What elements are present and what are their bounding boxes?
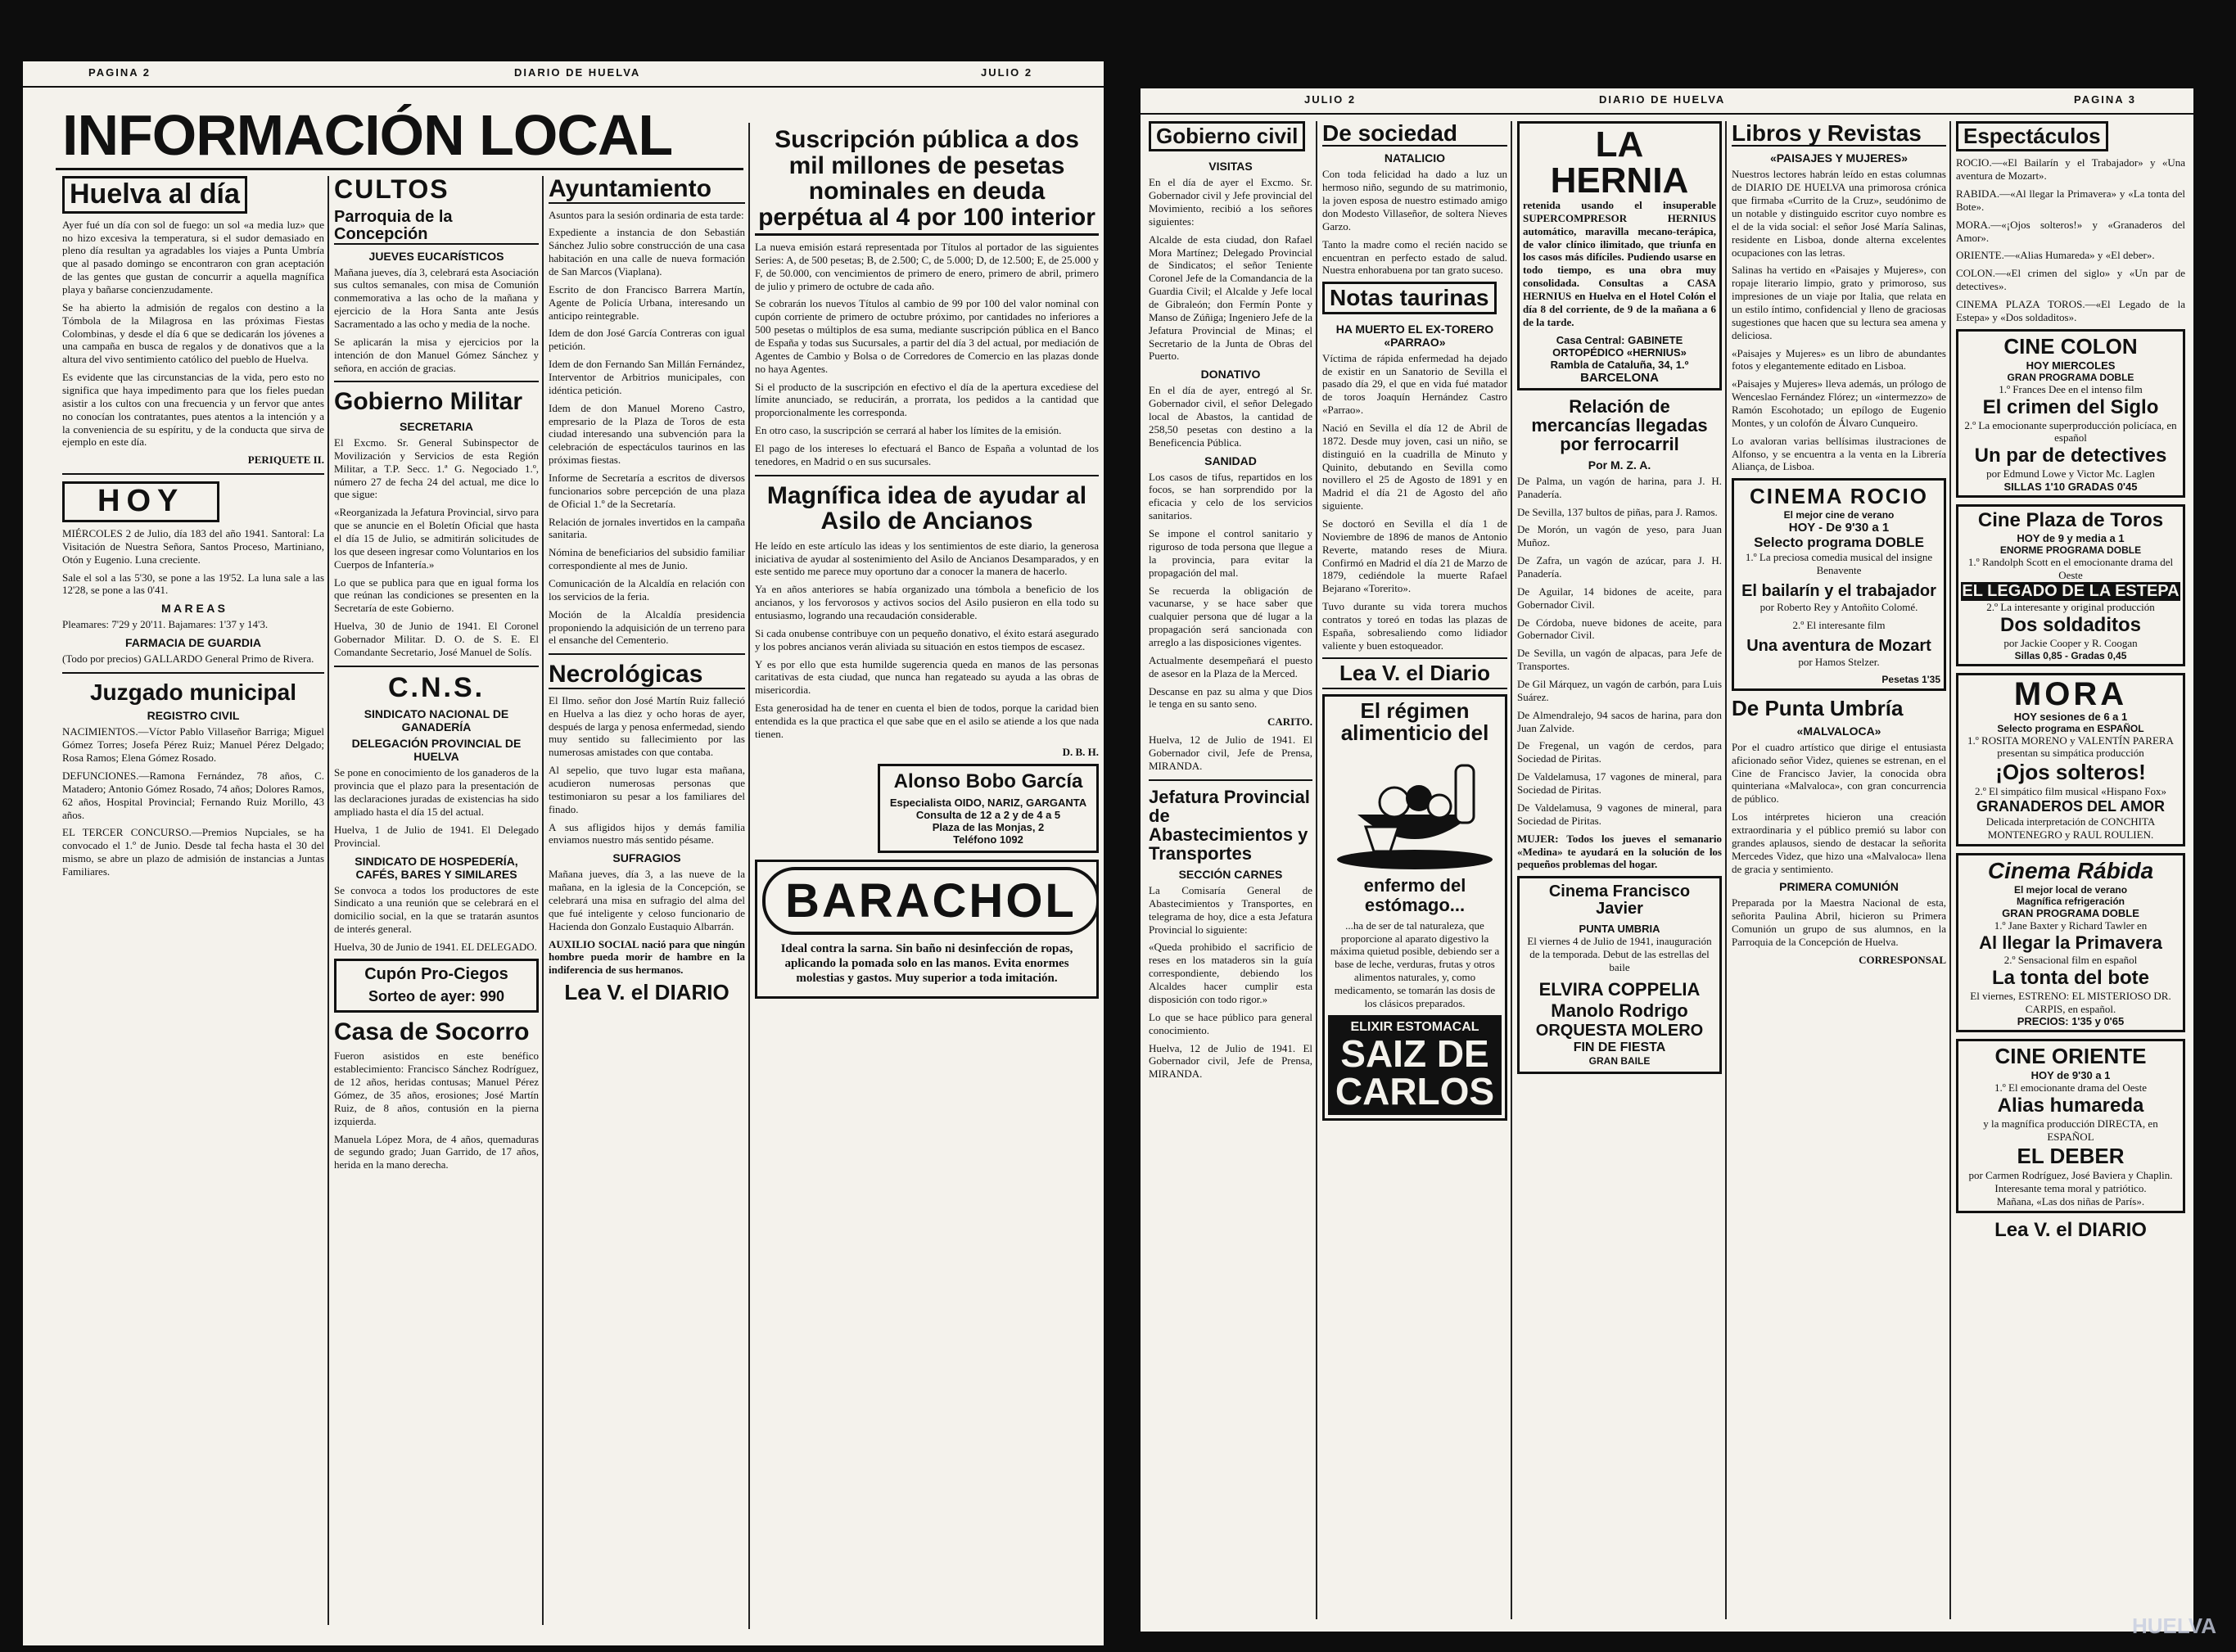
gc-p8: Huelva, 12 de Julio de 1941. El Gobernador civil, Jefe de Prensa, MIRANDA. [1149,733,1312,772]
libros-p2: Salinas ha vertido en «Paisajes y Mujeres», con ropaje literario limpio, grato y primoroso, sus impresiones de un viaje por Italia, que relata en un estilo íntimo, confidencial y lleno de graciosas sugestiones que hacen que su lectura sea amena y deliciosa. [1732,264,1946,341]
ayto-p5: Idem de don Fernando San Millán Fernández, Interventor de Arbitrios municipales, con idéntica petición. [549,358,745,396]
esp-p4: ORIENTE.—«Alias Humareda» y «El deber». [1956,249,2155,262]
gm-p1: El Excmo. Sr. General Subinspector de Movilización y Servicios de esta Región Militar, a T.P. Secc. 1.ª G. Negociado 1.º, número 27 de fecha 24 del actual, me dice lo que sigue: [334,436,539,501]
divider [1149,779,1312,781]
ayto-p3: Escrito de don Francisco Barrera Martín, Agente de Policía Urbana, interesando un anticipo reintegrable. [549,282,745,322]
column-rule [327,176,329,1625]
cns-title: C.N.S. [387,671,486,703]
farmacia-title: FARMACIA DE GUARDIA [125,636,261,650]
alonso-ad [878,764,1099,853]
rabida-l3: El viernes, ESTRENO: EL MISTERIOSO DR. CARPIS, en español. [1970,989,2171,1015]
ayto-p10: Comunicación de la Alcaldía en relación con los servicios de la feria. [549,576,745,603]
colon-prog: GRAN PROGRAMA DOBLE [2007,371,2134,383]
cinema-fj-name2: Manolo Rodrigo [1551,1000,1688,1021]
cinema-fj-fin: FIN DE FIESTA [1573,1040,1666,1054]
notas-head: HA MUERTO EL EX-TORERO «PARRAO» [1335,322,1494,349]
gc-p1: En el día de ayer el Excmo. Sr. Gobernador civil y Jefe provincial del Movimiento, recibió a los señores siguientes: [1149,176,1312,228]
alonso-address: Plaza de las Monjas, 2 [932,820,1045,833]
huelva-p2: Se ha abierto la admisión de regalos con destino a la Tómbola de la Milagrosa en las próximas Fiestas Colombinas, y desde el día 6 que se dedicarán los jóvenes a una campaña en busca de regalos y de donativos que a la altura del vivo sentimiento católico del pueblo de Huelva. [62,300,324,366]
cns-p2: Se convoca a todos los productores de este Sindicato a una reunión que se celebrará en el domicilio social, en la que se tratarán asuntos de interés general. [334,883,539,936]
colon-film2: Un par de detectives [1974,445,2167,467]
rocio-sel: Selecto programa DOBLE [1754,535,1924,551]
mora-film2: GRANADEROS DEL AMOR [1976,798,2165,815]
mora-ad [1956,673,2185,846]
right-paper-name: DIARIO DE HUELVA [1599,93,1726,106]
divider [334,666,539,667]
cinema-fj-title: Cinema Francisco Javier [1548,882,1691,919]
suscripcion-p5: El pago de los intereses lo efectuará el Banco de España a voluntad de los tenedores, en Madrid o en sus sucursales. [755,442,1099,467]
rabida-prog: GRAN PROGRAMA DOBLE [2002,906,2139,919]
gobierno-civil-title: Gobierno civil [1149,121,1305,151]
punta-head: «MALVALOCA» [1796,724,1881,738]
huelva-p1: Ayer fué un día con sol de fuego: un sol «a media luz» que no hizo excesiva la temperatura, si el sudor demasiado en pleno día resultan ya agradables los viajes a Punta Umbría que al pasado domingo se encontraron con gran aceptación de las gentes que gustan de concurrir a aquella magnífica playa y bañarse concienzudamente. [62,218,324,296]
cultos-p1: Mañana jueves, día 3, celebrará esta Asociación sus cultos semanales, con misa de Comunión conmemorativa a las ocho de la mañana y ejercicio de la Hora Santa ante Jesús Sacramentado a las ocho y media de la noche. [334,265,539,331]
jefatura-p1: La Comisaría General de Abastecimientos y Transportes, en telegrama de hoy, dice a esta Jefatura Provincial lo siguiente: [1149,884,1312,936]
punta-comunion: PRIMERA COMUNIÓN [1779,880,1899,894]
socorro-p1: Fueron asistidos en este benéfico establecimiento: Francisco Sánchez Rodríguez, de 12 años, heridas contusas; Manuel Pérez Gómez, de 35 años, erosiones; José Martín Ruiz, de 8 años, contusión en la pierna izquierda. [334,1049,539,1127]
hosp-title: SINDICATO DE HOSPEDERÍA, CAFÉS, BARES Y SIMILARES [355,854,518,881]
mora-l2: 1.º ROSITA MORENO y VALENTÍN PARERA presentan su simpática producción [1967,733,2174,760]
merc-p8: De Gil Márquez, un vagón de carbón, para Luis Suárez. [1517,678,1722,703]
hernia-text: retenida usando el insuperable SUPERCOMPRESOR HERNIUS automático, maravilla mecano-terápica, de valor clínico ilimitado, que triunfa en los casos más difíciles. Pudiendo usarse en todo tiempo, es una obra muy consolidada. Consultas a CASA HERNIUS en Huelva en el Hotel Colón el día 8 del corriente, de 9 de la mañana a 6 de la tarde. [1523,199,1716,328]
mareas-title: M A R E A S [160,602,226,616]
rocio-l3: 2.º El interesante film [1792,618,1886,631]
banner-rule [56,168,743,170]
juzgado-p2: DEFUNCIONES.—Ramona Fernández, 78 años, C. Matadero; Antonio Gómez Rosado, 74 años; Dolores Ramos, 62 años, Hospital Provincial; Fernando Ruiz Morillo, 43 años. [62,770,324,821]
mora-l4: Delicada interpretación de CONCHITA MONTENEGRO y RAUL ROULIEN. [1985,815,2156,842]
gc-p3: Los casos de tifus, repartidos en los focos, se han sorprendido por la eficacia y celo de los servicios sanitarios. [1149,470,1312,522]
plaza-film2: Dos soldaditos [1999,613,2142,636]
regimen-title: El régimen alimenticio del [1340,697,1489,746]
asilo-signature: D. B. H. [1062,745,1099,758]
ayto-p4: Idem de don José García Contreras con igual petición. [549,327,745,353]
socorro-title: Casa de Socorro [334,1018,530,1045]
mareas-text: Pleamares: 7'29 y 20'11. Bajamares: 1'37 y 14'3. [62,618,269,631]
sociedad-title: De sociedad [1322,121,1507,147]
lea-diario-box: Lea V. el Diario [1322,657,1507,689]
hernia-ad [1517,121,1722,390]
gc-donativo: En el día de ayer, entregó al Sr. Gobernador civil, el señor Delegado local de Abastos, la cantidad de 258,50 pesetas con destino a la Beneficencia Pública. [1149,384,1312,449]
mercancias-sub: Por M. Z. A. [1588,458,1651,472]
right-column-4 [1732,121,1946,1627]
hernia-casa: Casa Central: GABINETE ORTOPÉDICO «HERNIUS» [1552,333,1687,359]
cns-subtitle: SINDICATO NACIONAL DE GANADERÍA [364,707,509,734]
mujer-text: MUJER: Todos los jueves el semanario «Medina» te ayudará en la solución de los pequeños problemas del hogar. [1517,832,1722,871]
colon-hoy: HOY MIERCOLES [2026,359,2116,372]
gc-p7: Descanse en paz su alma y que Dios le tenga en su santo seno. [1149,684,1312,711]
gc-p4: Se impone el control sanitario y riguroso de toda persona que llegue a la provincia, para evitar la propagación del mal. [1149,527,1312,579]
hoy-title: HOY [62,481,219,522]
elixir-label: ELIXIR ESTOMACAL [1350,1019,1479,1034]
esp-p3: MORA.—«¡Ojos solteros!» y «Granaderos del Amor». [1956,218,2185,244]
notas-p1: Víctima de rápida enfermedad ha dejado de existir en un Sanatorio de Sevilla el pasado día 29, el que en vida fué matador de toros Joaquín Hernández Castro «Parrao». [1322,351,1507,417]
hernia-title: LA HERNIA [1550,124,1689,201]
hoy-p1: MIÉRCOLES 2 de Julio, día 183 del año 1941. Santoral: La Visitación de Nuestra Señora, Santos Proceso, Martiniano, Otón y Eugenio. Luna creciente. [62,527,324,566]
libros-p4: «Paisajes y Mujeres» lleva además, un prólogo de Wenceslao Fernández Flórez; un «intermezzo» de Ramón Escohotado; un epílogo de Eugenio Montes, y un colofón de Álvaro Cunqueiro. [1732,377,1946,429]
sociedad-natalicio: NATALICIO [1384,151,1446,165]
suscripcion-p4: En otro caso, la suscripción se cerrará al haber los límites de la emisión. [755,424,1062,437]
gc-donativo-title: DONATIVO [1200,368,1261,381]
plaza-precios: Sillas 0,85 - Gradas 0,45 [2014,649,2127,661]
right-page [1141,88,2193,1632]
necro-p2: Al sepelio, que tuvo lugar esta mañana, acudieron numerosas personas que testimoniaron su pesar a los familiares del finado. [549,764,745,815]
column-rule [748,123,750,1629]
gc-sanidad: SANIDAD [1204,454,1257,467]
rabida-l2: 2.º Sensacional film en español [2003,953,2138,966]
mora-l3: 2.º El simpático film musical «Hispano Fox» [1974,785,2167,798]
merc-p1: De Palma, un vagón de harina, para J. H. Panadería. [1517,474,1722,500]
cns-delegacion: DELEGACIÓN PROVINCIAL DE HUELVA [351,737,522,764]
espectaculos-title: Espectáculos [1956,121,2108,151]
punta-signature: CORRESPONSAL [1859,953,1946,966]
merc-p5: De Aguilar, 14 bidones de aceite, para Gobernador Civil. [1517,585,1722,611]
cinema-fj-name1: ELVIRA COPPELIA [1538,978,1701,1000]
colon-l3: por Edmund Lowe y Victor Mc. Laglen [1986,467,2155,481]
sociedad-p2: Tanto la madre como el recién nacido se encuentran en perfecto estado de salud. Nuestra enhorabuena por tan grato suceso. [1322,237,1507,277]
asilo-p5: Esta generosidad ha de tener en cuenta el bien de todos, porque la caridad bien entendida es la que practica el que sabe que en el asilo se atiende a los que nada tienen. [755,702,1099,740]
esp-p6: CINEMA PLAZA TOROS.—«El Legado de la Estepa» y «Dos soldaditos». [1956,298,2185,323]
mora-l1: Selecto programa en ESPAÑOL [1997,722,2144,734]
huelva-signature: PERIQUETE II. [247,454,324,467]
rabida-l1: 1.º Jane Baxter y Richard Tawler en [1994,919,2148,932]
cinema-fj-sub: PUNTA UMBRIA [1579,923,1660,936]
gobierno-militar-title: Gobierno Militar [334,388,523,416]
alonso-spec: Especialista OIDO, NARIZ, GARGANTA [889,796,1087,809]
sufragios-head: SUFRAGIOS [612,851,681,865]
rocio-precio: Pesetas 1'35 [1881,673,1940,685]
rocio-title: CINEMA ROCIO [1749,484,1929,509]
left-page-number: PAGINA 2 [88,66,151,79]
column-rule [542,176,544,1625]
auxilio-text: AUXILIO SOCIAL nació para que ningún hombre pueda morir de hambre en la indiferencia de sus hermanos. [549,937,745,977]
colon-title: CINE COLON [2003,333,2138,359]
mora-film1: ¡Ojos solteros! [1995,760,2146,785]
gm-p3: Lo que se publica para que en igual forma los que reúnan las condiciones se presenten en la Secretaría de este Gobierno. [334,575,539,615]
cultos-title: CULTOS [334,176,449,204]
hernia-address: Rambla de Cataluña, 34, 1.º [1550,358,1689,371]
right-date: JULIO 2 [1304,93,1357,106]
jefatura-p2: «Queda prohibido el sacrificio de reses en los mataderos sin la guía correspondiente, debiendo los Alcaldes hacer cumplir esta disposición con todo rigor.» [1149,941,1312,1005]
juzgado-title: Juzgado municipal [89,679,297,706]
necro-p4: Mañana jueves, día 3, a las nueve de la mañana, en la iglesia de la Concepción, se celebrará una misa en sufragio del alma del que fué inteligente y celoso funcionario de Hacienda don Gonzalo Eustaquio Albarrán. [549,868,745,932]
cupon-text: Sorteo de ayer: 990 [368,987,505,1004]
left-paper-name: DIARIO DE HUELVA [514,66,641,79]
plaza-l2: 2.º La interesante y original producción [1986,600,2155,613]
colon-precios: SILLAS 1'10 GRADAS 0'45 [2003,481,2138,494]
estomago-title: enfermo del estómago... [1363,875,1466,915]
colon-ad [1956,329,2185,498]
asilo-p3: Si cada onubense contribuye con un pequeño donativo, el éxito estará asegurado y los pobres ancianos verán aliviada su situación en estos tiempos de escasez. [755,626,1099,652]
column-rule [1949,121,1951,1619]
suscripcion-title: Suscripción pública a dos mil millones de pesetas nominales en deuda perpétua al 4 por 100 interior [755,127,1099,236]
suscripcion-p3: Si el producto de la suscripción en efectivo el día de la apertura excediese del límite anunciado, se reducirán, a prorrata, los pedidos a la cantidad que proporcionalmente les corresponda. [755,380,1099,419]
asilo-p2: Ya en años anteriores se había organizado una tómbola a beneficio de los ancianos, y los fervorosos y activos socios del Asilo pusieron en ella todo su entusiasmo, logrando una recaudación considerable. [755,583,1099,622]
merc-p3: De Morón, un vagón de yeso, para Juan Muñoz. [1517,523,1722,549]
merc-p12: De Valdelamusa, 9 vagones de mineral, para Sociedad de Piritas. [1517,801,1722,827]
asilo-p1: He leído en este artículo las ideas y los sentimientos de este diario, la generosa iniciativa de ayudar al sostenimiento del Asilo de Ancianos Desamparados, y en este sentido me parece muy oportuno dar a conocer la manera de hacerlo. [755,539,1099,578]
column-rule [1511,121,1512,1619]
plaza-film1: EL LEGADO DE LA ESTEPA [1962,581,2180,600]
watermark-logo: HUELVA [2131,1614,2216,1638]
sociedad-p1: Con toda felicidad ha dado a luz un hermoso niño, segundo de su matrimonio, la joven esposa de nuestro estimado amigo don Modesto Villaseñor, de soltera Nieves Garzo. [1322,168,1507,232]
asilo-p4: Y es por ello que esta humilde sugerencia queda en manos de las personas caritativas de esta ciudad, que nunca han regateado su ayuda a las obras de misericordia. [755,657,1099,697]
right-column-3 [1517,121,1722,1627]
barachol-text: Ideal contra la sarna. Sin baño ni desinfección de ropas, aplicando la pomada solo en las manos. Evita enormes molestias y gastos. Muy superior a toda imitación. [780,941,1073,986]
cupon-box [334,959,539,1013]
necro-p3: A sus afligidos hijos y demás familia enviamos nuestro más sentido pésame. [549,820,745,846]
punta-p1: Por el cuadro artístico que dirige el entusiasta aficionado señor Videz, quienes se estrenan, en el Cine de Francisco Javier, la conocida obra quinteriana «Malvaloca», con gran concurrencia de público. [1732,740,1946,806]
rocio-film2: Una aventura de Mozart [1746,636,1931,655]
oriente-l2: y la magnífica producción DIRECTA, en ESPAÑOL [1983,1117,2158,1144]
mercancias-title: Relación de mercancías llegadas por ferrocarril [1531,395,1708,454]
esp-p5: COLON.—«El crimen del siglo» y «Un par de detectives». [1956,267,2185,293]
huelva-title: Huelva al día [62,176,247,214]
estomago-text: ...ha de ser de tal naturaleza, que proporcione al aparato digestivo la máxima quietud posible, debiendo ser a base de leche, verduras, frutas y otros alimentos naturales, y, como medicamento, se tomarán las dosis de los clásicos preparados. [1330,919,1500,1009]
oriente-title: CINE ORIENTE [1994,1044,2147,1069]
rocio-l1: 1.º La preciosa comedia musical del insigne Benavente [1745,551,1933,577]
plaza-title: Cine Plaza de Toros [1977,509,2164,532]
punta-p3: Preparada por la Maestra Nacional de esta, señorita Paulina Abril, hicieron su Primera Comunión un grupo de sus alumnos, en la Parroquia de la Concepción de Huelva. [1732,896,1946,949]
cultos-subtitle: Parroquia de la Concepción [334,209,539,245]
divider [62,672,324,674]
lea-diario-right: Lea V. el DIARIO [1994,1218,2147,1241]
suscripcion-p1: La nueva emisión estará representada por Títulos al portador de las siguientes Series: A, de 500 pesetas; B, de 2.500; C, de 5.000; D, de 12.500; E, de 25.000 y F, de 50.000, con vencimientos de primero de enero, primero de abril, primero de julio y primero de octubre de cada año. [755,241,1099,292]
plaza-l1: 1.º Randolph Scott en el emocionante drama del Oeste [1967,556,2174,582]
left-page [23,61,1104,1645]
cinema-fj-ad [1517,876,1722,1074]
oriente-film1: Alias humareda [1997,1095,2144,1117]
divider [755,475,1099,476]
rocio-hoy: HOY - De 9'30 a 1 [1788,521,1890,535]
libros-p1: Nuestros lectores habrán leído en estas columnas de DIARIO DE HUELVA una primorosa crónica que firmaba «Currito de la Cruz», seudónimo de un notable y distinguido escritor cuyo nombre es el de la vida social: el señor José María Salinas, residente en Lisboa, donde alterna excelentes ocupaciones con las letras. [1732,168,1946,259]
gc-signature: CARITO. [1267,715,1312,729]
divider [334,381,539,382]
gc-visitas: VISITAS [1208,160,1253,174]
left-running-header [23,61,1104,88]
ayto-p11: Moción de la Alcaldía presidencia proponiendo la adquisición de un terreno para el ensanche del Cementerio. [549,607,745,647]
oriente-film2: EL DEBER [2017,1143,2125,1168]
registro-title: REGISTRO CIVIL [147,709,240,723]
saiz-brand-1: SAIZ DE [1340,1031,1489,1075]
cns-signature: Huelva, 1 de Julio de 1941. El Delegado Provincial. [334,823,539,849]
esp-p2: RABIDA.—«Al llegar la Primavera» y «La tonta del Bote». [1956,187,2185,213]
libros-p5: Lo avaloran varias bellísimas ilustraciones de Alfonso, y se encuentra a la venta en la Librería Aliança, de Lisboa. [1732,434,1946,473]
colon-l2: 2.º La emocionante superproducción policíaca, en español [1964,418,2177,445]
libros-title: Libros y Revistas [1732,121,1946,147]
barachol-ad [755,860,1099,999]
cinema-fj-gran: GRAN BAILE [1588,1054,1651,1067]
juzgado-p1: NACIMIENTOS.—Víctor Pablo Villaseñor Barriga; Miguel Gómez Torres; Josefa Pérez Ruiz; Manuel Pérez Delgado; Rosa Ramos; Elena Gómez Rosado. [62,725,324,765]
huelva-p3: Es evidente que las circunstancias de la vida, pero esto no significa que haya impedimento para que los fieles puedan asistir a los cultos con una frecuencia y un fervor que antes no conocían los contratantes, pues atentos a la intención y a la conveniencia de su espíritu, y de la conducta que sirva de ejemplo en este día. [62,371,324,449]
rocio-ad [1732,478,1946,690]
oriente-l3: por Carmen Rodríguez, José Baviera y Chaplin. Interesante tema moral y patriótico. [1968,1168,2173,1194]
hernia-city: BARCELONA [1580,370,1659,385]
column-rule [1725,121,1727,1619]
plaza-ad [1956,504,2185,666]
left-column-3 [549,176,745,1633]
ayto-p2: Expediente a instancia de don Sebastián Sánchez Julio sobre construcción de una casa habitación en una calle de nueva formación de San Marcos (Viaplana). [549,226,745,278]
lea-diario-left: Lea V. el DIARIO [564,980,730,1005]
right-column-1 [1149,121,1312,1627]
merc-p6: De Córdoba, nueve bidones de aceite, para Gobernador Civil. [1517,616,1722,642]
merc-p2: De Sevilla, 137 bultos de piñas, para J. Ramos. [1517,505,1718,518]
oriente-ad [1956,1039,2185,1212]
oriente-hoy: HOY de 9'30 a 1 [2030,1069,2111,1082]
ayto-p1: Asuntos para la sesión ordinaria de esta tarde: [549,208,744,221]
rabida-sub: El mejor local de verano [2013,883,2128,896]
left-column-1 [62,176,324,1633]
alonso-consulta: Consulta de 12 a 2 y de 4 a 5 [915,808,1061,821]
hoy-p2: Sale el sol a las 5'30, se pone a las 19'52. La luna sale a las 12'28, se pone a las 0'41. [62,571,324,597]
right-running-header [1141,88,2193,115]
cupon-title: Cupón Pro-Ciegos [364,964,508,983]
barachol-logo: BARACHOL [762,867,1099,935]
cultos-head: JUEVES EUCARÍSTICOS [368,249,504,263]
oriente-l1: 1.º El emocionante drama del Oeste [1994,1081,2147,1095]
saiz-carlos-band [1328,1015,1502,1115]
column-rule [1316,121,1317,1619]
ayuntamiento-title: Ayuntamiento [549,176,745,204]
ayto-p9: Nómina de beneficiarios del subsidio familiar correspondiente al mes de Junio. [549,546,745,572]
right-column-2 [1322,121,1507,1627]
mora-title: MORA [2013,675,2128,712]
gc-p2: Alcalde de esta ciudad, don Rafael Mora Martínez; Delegado Provincial de Sindicatos; el señor Teniente Coronel Jefe de la Comandancia de la Guardia Civil; el Alcalde y Jefe local de Gibraleón; don Fermín Ponte y Manso de Zúñiga; Ingeniero Jefe de la Jefatura Provincial de Minas; el Secretario de la Junta de Obras del Puerto. [1149,232,1312,363]
rabida-ad [1956,853,2185,1032]
left-date: JULIO 2 [981,66,1033,79]
alonso-phone: Teléfono 1092 [953,833,1023,846]
plaza-hoy: HOY de 9 y media a 1 [2017,532,2125,545]
cultos-p2: Se aplicarán la misa y ejercicios por la intención de don Manuel Gómez Sánchez y señora, en acción de gracias. [334,335,539,374]
esp-p1: ROCIO.—«El Bailarín y el Trabajador» y «Una aventura de Mozart». [1956,156,2185,183]
fruit-bowl-illustration [1333,749,1497,872]
mora-hoy: HOY sesiones de 6 a 1 [2013,710,2128,723]
gc-p6: Actualmente desempeñará el puesto de asesor en la Plaza de la Merced. [1149,653,1312,679]
punta-title: De Punta Umbría [1732,695,1904,720]
cns-signature2: Huelva, 30 de Junio de 1941. EL DELEGADO. [334,941,537,953]
libros-head: «PAISAJES Y MUJERES» [1769,151,1909,165]
jefatura-signature: Huelva, 12 de Julio de 1941. El Gobernador civil, Jefe de Prensa, MIRANDA. [1149,1041,1312,1081]
rocio-sub: El mejor cine de verano [1783,509,1895,521]
rabida-title: Cinema Rábida [1987,857,2154,883]
notas-p2: Nació en Sevilla el día 12 de Abril de 1872. Desde muy joven, casi un niño, se distinguió en la cuadrilla de Minuto y Quinito, debutando en Sevilla como novillero el 25 de Agosto de 1891 y en Madrid el día 21 de Agosto del año siguiente. [1322,421,1507,512]
colon-l1: 1.º Frances Dee en el intenso film [1999,382,2143,395]
punta-p2: Los intérpretes hicieron una creación extraordinaria y el público premió su labor con grandes aplausos, siendo de destacar la señorita Mercedes Videz, que hizo una «Malvaloca» llena de gracia y sentimiento. [1732,810,1946,875]
juzgado-concurso: EL TERCER CONCURSO.—Premios Nupciales, se ha convocado el 1.º de Junio. Desde tal fecha hasta el 30 del mismo, se abre un plazo de admisión de instancias a Juntas Familiares. [62,826,324,878]
gc-p5: Se recuerda la obligación de vacunarse, y se hace saber que cualquier persona que dé lugar a la propagación será sancionada con arreglo a las disposiciones vigentes. [1149,584,1312,648]
plaza-l3: por Jackie Cooper y R. Coogan [2003,636,2138,649]
jefatura-p3: Lo que se hace público para general conocimiento. [1149,1010,1312,1036]
necrologicas-title: Necrológicas [549,661,745,689]
jefatura-seccion: SECCIÓN CARNES [1178,868,1283,882]
merc-p7: De Sevilla, un vagón de alpacas, para Jefe de Transportes. [1517,647,1722,673]
cns-p1: Se pone en conocimiento de los ganaderos de la provincia que el plazo para la presentación de las declaraciones juradas de existencias ha sido ampliado hasta el día 15 del actual. [334,766,539,818]
asilo-title: Magnífica idea de ayudar al Asilo de Ancianos [766,481,1087,535]
merc-p4: De Zafra, un vagón de azúcar, para J. H. Panadería. [1517,554,1722,580]
socorro-p2: Manuela López Mora, de 4 años, quemaduras de segundo grado; Juan Garrido, de 17 años, herida en la mano derecha. [334,1132,539,1171]
saiz-brand-2: CARLOS [1335,1069,1495,1113]
plaza-prog: ENORME PROGRAMA DOBLE [1999,544,2142,557]
left-column-2 [334,176,539,1633]
rocio-l2: por Roberto Rey y Antoñito Colomé. [1759,601,1918,614]
cinema-fj-text: El viernes 4 de Julio de 1941, inauguración de la temporada. Debut de las estrellas del baile [1527,935,1712,973]
left-column-4-5 [755,127,1099,1641]
right-column-5 [1956,121,2185,1627]
farmacia-text: (Todo por precios) GALLARDO General Primo de Rivera. [62,652,314,666]
notas-p4: Tuvo durante su vida torera muchos contratos y toreó en todas las plazas de España, sobresaliendo como lidiador valiente y buen estoqueador. [1322,600,1507,652]
oriente-l4: Mañana, «Las dos niñas de París». [1996,1194,2145,1207]
rocio-l4: por Hamos Stelzer. [1798,655,1880,668]
merc-p9: De Almendralejo, 94 sacos de harina, para don Juan Zalvide. [1517,708,1722,734]
saiz-carlos-ad [1322,694,1507,1121]
rabida-film1: Al llegar la Primavera [1979,932,2162,953]
notas-p3: Se doctoró en Sevilla el día 1 de Noviembre de 1896 de manos de Antonio Reverte, matando reses de Miura. Confirmó en Madrid el día 21 de Marzo de 1879, cediéndole la muerte Rafael Bejarano «Torerito». [1322,517,1507,595]
necro-p1: El Ilmo. señor don José Martín Ruiz falleció en Huelva a las diez y ocho horas de ayer, después de larga y penosa enfermedad, siendo muy sentido su fallecimiento por las numerosas amistades con que contaba. [549,693,745,759]
suscripcion-p2: Se cobrarán los nuevos Títulos al cambio de 99 por 100 del valor nominal con cupón corriente de primero de octubre próximo, por cantidades no inferiores a 500 pesetas o múltiplos de esa suma, mediante suscripción pública en el Banco de España y todas sus Sucursales, a partir del día 3 del actual, por mediación de Agentes de Cambio y Bolsa o de Corredores de Comercio en las plazas donde no haya Agentes. [755,297,1099,375]
alonso-name: Alonso Bobo García [893,770,1083,792]
cinema-fj-orquesta: ORQUESTA MOLERO [1535,1021,1704,1040]
ayto-p7: Informe de Secretaría a escritos de diversos funcionarios sobre percepción de una plaza de Oficial 1.º de la Secretaría. [549,471,745,510]
gm-secretaria: SECRETARIA [400,419,473,433]
rabida-film2: La tonta del bote [1992,966,2149,989]
libros-p3: «Paisajes y Mujeres» es un libro de abundantes fotos y elegantemente editado en Lisboa. [1732,346,1946,372]
jefatura-title: Jefatura Provincial de Abastecimientos y Transportes [1149,786,1310,864]
gm-signature: Huelva, 30 de Junio de 1941. El Coronel Gobernador Militar. D. O. de S. E. El Comandante Secretario, José Manuel de Solís. [334,620,539,658]
merc-p10: De Fregenal, un vagón de cerdos, para Sociedad de Piritas. [1517,739,1722,765]
rocio-film1: El bailarín y el trabajador [1741,582,1936,601]
banner-title: INFORMACIÓN LOCAL [62,103,673,167]
ayto-p8: Relación de jornales invertidos en la campaña sanitaria. [549,515,745,541]
divider [549,653,745,655]
divider [62,473,324,475]
ayto-p6: Idem de don Manuel Moreno Castro, empresario de la Plaza de Toros de esta ciudad interesando una subvención para la celebración de espectáculos taurinos en las próximas fiestas. [549,401,745,467]
rabida-ref: Magnífica refrigeración [2016,895,2125,907]
gm-p2: «Reorganizada la Jefatura Provincial, sirvo para que se anuncie en el Boletín Oficial que hasta el día 15 de Julio, se admitirán solicitudes de los que deseen ingresar como Voluntarios en los Cuerpos de Infantería.» [334,506,539,571]
rabida-precios: PRECIOS: 1'35 y 0'65 [2017,1015,2125,1028]
right-page-number: PAGINA 3 [2074,93,2136,106]
merc-p11: De Valdelamusa, 17 vagones de mineral, para Sociedad de Piritas. [1517,770,1722,797]
notas-title: Notas taurinas [1322,282,1497,314]
colon-film1: El crimen del Siglo [1982,395,2159,418]
